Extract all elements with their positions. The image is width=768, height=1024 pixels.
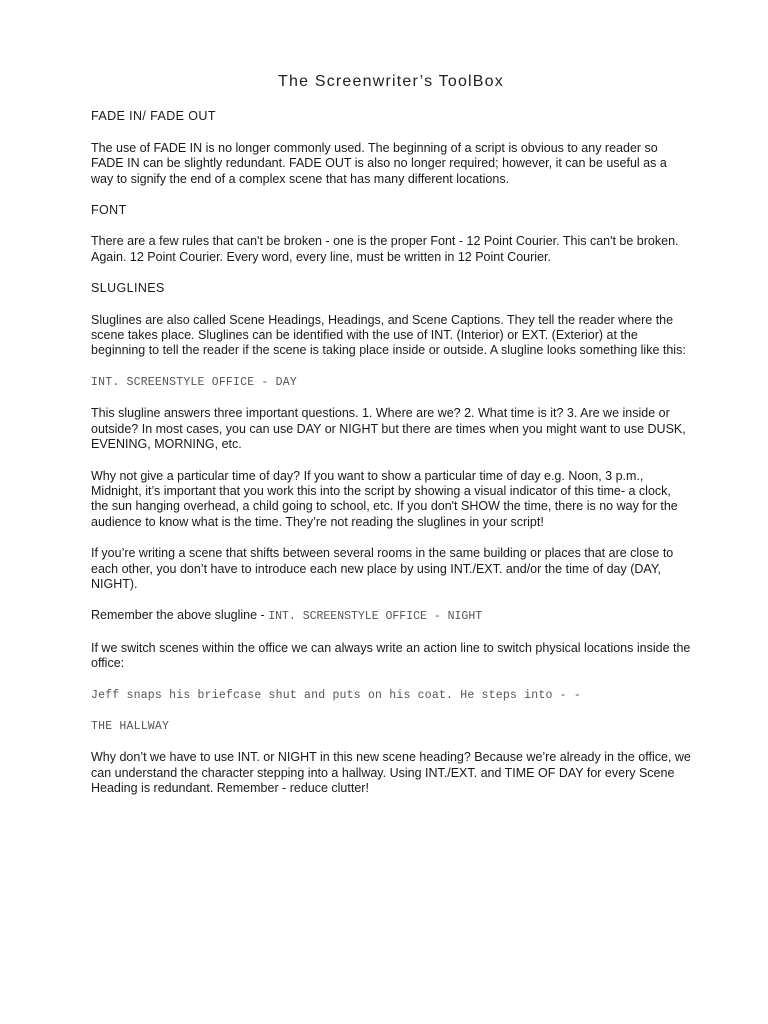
scene-heading-example: THE HALLWAY bbox=[91, 719, 170, 733]
action-line-example: Jeff snaps his briefcase shut and puts on his coat. He steps into - - bbox=[91, 688, 581, 702]
remember-prefix: Remember the above slugline - bbox=[91, 608, 269, 623]
paragraph-sluglines-intro: Sluglines are also called Scene Headings, Headings, and Scene Captions. They tell the reader where the scene takes place. Sluglines can be identified with the use of INT. (Interior) or EXT. (Exterior) at the beginning to tell the reader if the scene is taking place inside or outside. A slugline looks something like this: bbox=[91, 312, 686, 358]
paragraph-why-not: Why don’t we have to use INT. or NIGHT in this new scene heading? Because we’re already in the office, we can understand the character stepping into a hallway. Using INT./EXT. and TIME OF DAY for every Scene Heading is redundant. Remember - reduce clutter! bbox=[91, 750, 691, 796]
remember-slugline-example: INT. SCREENSTYLE OFFICE - NIGHT bbox=[268, 610, 483, 624]
document-title: The Screenwriter’s ToolBox bbox=[278, 73, 504, 90]
section-heading-font: FONT bbox=[91, 203, 127, 218]
paragraph-fade: The use of FADE IN is no longer commonly used. The beginning of a script is obvious to any reader so FADE IN can be slightly redundant. FADE OUT is also no longer required; however, it can be useful as a way to signify the end of a complex scene that has many different locations. bbox=[91, 140, 667, 186]
section-heading-sluglines: SLUGLINES bbox=[91, 281, 165, 296]
paragraph-remember bbox=[91, 608, 691, 624]
paragraph-slugline-questions: This slugline answers three important questions. 1. Where are we? 2. What time is it? 3. Are we inside or outside? In most cases, you can use DAY or NIGHT but there are times when you might want to use DUSK, EVENING, MORNING, etc. bbox=[91, 406, 686, 452]
slugline-example: INT. SCREENSTYLE OFFICE - DAY bbox=[91, 375, 297, 389]
paragraph-time-of-day: Why not give a particular time of day? If you want to show a particular time of day e.g. Noon, 3 p.m., Midnight, it’s important that you work this into the script by showing a visual indicator of this time- a clock, the sun hanging overhead, a child going to school, etc. If you don't SHOW the time, there is no way for the audience to know what is the time. They’re not reading the sluglines in your script! bbox=[91, 468, 678, 529]
paragraph-font: There are a few rules that can't be broken - one is the proper Font - 12 Point Courier. This can't be broken. Again. 12 Point Courier. Every word, every line, must be written in 12 Point Courier. bbox=[91, 234, 679, 264]
paragraph-shifting-rooms: If you’re writing a scene that shifts between several rooms in the same building or places that are close to each other, you don’t have to introduce each new place by using INT./EXT. and/or the time of day (DAY, NIGHT). bbox=[91, 546, 674, 591]
document-page bbox=[91, 74, 691, 813]
paragraph-switch-scenes: If we switch scenes within the office we can always write an action line to switch physical locations inside the office: bbox=[91, 640, 691, 671]
section-heading-fade: FADE IN/ FADE OUT bbox=[91, 109, 216, 124]
